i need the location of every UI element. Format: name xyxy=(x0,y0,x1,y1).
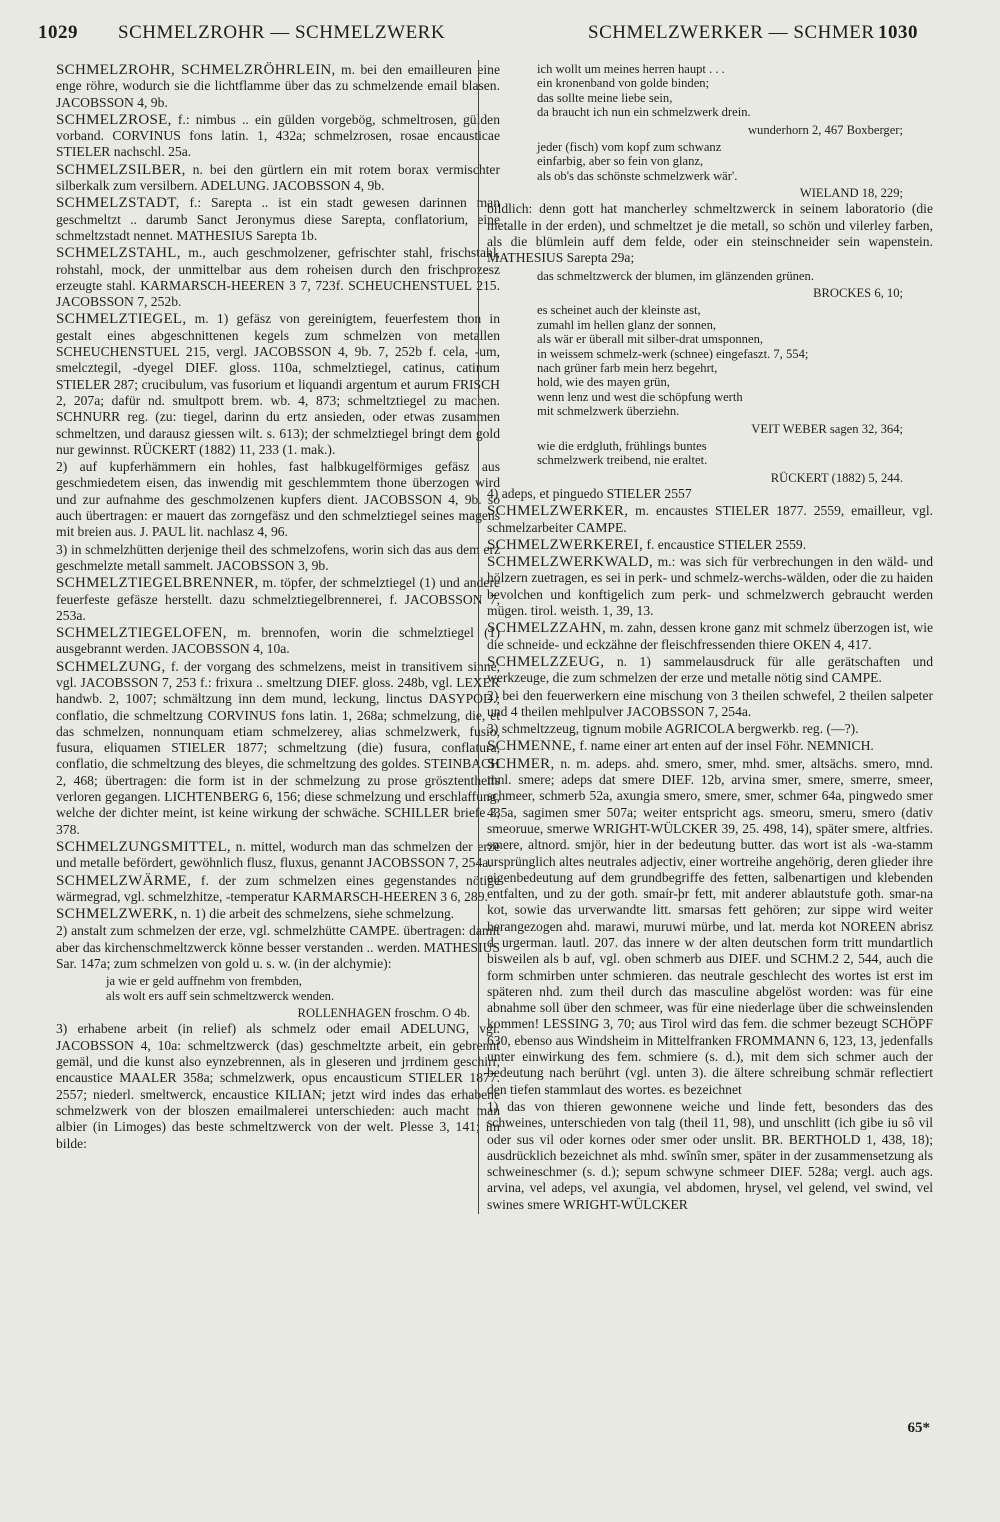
quote-line: als wär er überall mit silber-drat umsponnen, xyxy=(537,332,764,347)
entry-headword: SCHMELZROHR, SCHMELZRÖHRLEIN, xyxy=(56,62,336,78)
quote-line: jeder (fisch) vom kopf zum schwanz xyxy=(537,139,722,154)
entry-headword: SCHMELZUNG, xyxy=(56,658,166,675)
dictionary-entry xyxy=(56,906,500,922)
entry-headword: SCHMELZTIEGELBRENNER, xyxy=(56,575,259,592)
dictionary-entry xyxy=(487,756,933,1098)
dictionary-entry xyxy=(56,575,500,624)
quote-line: ja wie er geld auffnehm von frembden, xyxy=(106,974,302,989)
entry-text: m. zahn, dessen krone ganz mit schmelz überzogen ist, wie die schneide- und eckzähne der fleischfressenden thiere OKEN 4, 417. xyxy=(487,620,933,652)
entry-text: f. encaustice STIELER 2559. xyxy=(643,536,807,552)
dictionary-entry xyxy=(487,486,933,502)
entry-text: n. bei den gürtlern ein mit rotem borax vermischter silberkalk zum versilbern. ADELUNG. JACOBSSON 4, 9b. xyxy=(56,161,500,194)
right-running-title: SCHMELZWERKER — SCHMER xyxy=(588,22,875,43)
entry-text: m. bei den emailleuren eine enge röhre, wodurch sie die lichtflamme über das zu schmelzende email blasen. JACOBSSON 4, 9b. xyxy=(56,62,501,110)
quote-line: zumahl im hellen glanz der sonnen, xyxy=(537,317,717,332)
entry-headword: SCHMELZTIEGELOFEN, xyxy=(56,625,227,642)
entry-text: 4) adeps, et pinguedo STIELER 2557 xyxy=(487,485,692,501)
quote-source: BROCKES 6, 10; xyxy=(813,286,903,301)
entry-text: f.: nimbus .. ein gülden vorgebög, schmeltrosen, gülden vorband. CORVINUS fons latin. 1, 432a; schmelzrosen, rosae encausticae STIELER nachschl. 25a. xyxy=(56,111,500,160)
quote-line: als ob's das schönste schmelzwerk wär'. xyxy=(537,168,738,183)
dictionary-entry xyxy=(56,873,500,906)
quote-line: das schmeltzwerck der blumen, im glänzenden grünen. xyxy=(537,268,814,283)
entry-text: n. 1) die arbeit des schmelzens, siehe schmelzung. xyxy=(177,906,455,922)
dictionary-entry xyxy=(487,503,933,536)
entry-headword: SCHMELZWERKER, xyxy=(487,503,629,520)
entry-text: 2) bei den feuerwerkern eine mischung von 3 theilen schwefel, 2 theilen salpeter und 4 theilen mehlpulver JACOBSSON 7, 254a. xyxy=(487,687,933,719)
quote-line: einfarbig, aber so fein von glanz, xyxy=(537,154,704,169)
entry-text: n. mittel, wodurch man das schmelzen der erze und metalle befördert, gewöhnlich flusz, fluxus, genannt JACOBSSON 7, 254a. xyxy=(56,838,500,871)
quote-line: mit schmelzwerk überziehn. xyxy=(537,404,680,419)
entry-headword: SCHMER, xyxy=(487,755,555,772)
quote-block xyxy=(537,62,933,120)
dictionary-entry xyxy=(56,311,500,458)
entry-headword: SCHMELZROSE, xyxy=(56,111,172,128)
left-column xyxy=(56,62,500,1152)
quote-line: in weissem schmelz-werk (schnee) eingefaszt. 7, 554; xyxy=(537,346,809,361)
entry-text: m., auch geschmolzener, gefrischter stahl, frischstahl, rohstahl, mock, der unmittelbar aus dem roheisen durch den frischprozesz erzeugte stahl. KARMARSCH-HEEREN 3 7, 723f. SCHEUCHENSTUEL 215. JACOBSSON 7, 252b. xyxy=(56,245,500,310)
dictionary-entry xyxy=(487,721,933,737)
quote-line: ein kronenband von golde binden; xyxy=(537,76,710,91)
dictionary-entry xyxy=(56,542,500,575)
quote-line: ich wollt um meines herren haupt . . . xyxy=(537,62,725,76)
dictionary-entry xyxy=(487,537,933,553)
left-quote xyxy=(106,974,500,1003)
entry-text: m. brennofen, worin die schmelztiegel (1) ausgebrannt werden. JACOBSSON 4, 10a. xyxy=(56,625,500,657)
entry-text: 2) auf kupferhämmern ein hohles, fast halbkugelförmiges gefäsz aus geschmiedetem eisen, das inwendig mit geschlemmtem thone überzogen wird und zur aufnahme des geschmolzenen kupfers dient. JACOBSSON 4, 9b. so auch übertragen: er mauert das zorngefäsz und den schmelztiegel seines magens mit breien aus. J. PAUL lit. nachlasz 4, 96. xyxy=(56,459,500,540)
entry-headword: SCHMELZWÄRME, xyxy=(56,872,192,889)
entry-text: m. töpfer, der schmelztiegel (1) und andere feuerfeste gefäsze herstellt. dazu schmelztiegelbrennerei, f. JACOBSSON 7, 253a. xyxy=(56,575,500,623)
quote-source: WIELAND 18, 229; xyxy=(799,186,903,201)
dictionary-entry xyxy=(487,554,933,619)
dictionary-entry xyxy=(56,923,500,972)
dictionary-entry xyxy=(56,162,500,195)
entry-headword: SCHMELZTIEGEL, xyxy=(56,311,187,328)
left-page-number: 1029 xyxy=(38,22,78,43)
entry-text: m.: was sich für verbrechungen in den wäld- und hölzern zuetragen, es sei in perk- und schmelz-werchs-wälden, oder die zu haiden bevolchen und konftigelich zum perk- und schmelzwerch gebraucht werden mügen. tirol. weisth. 1, 39, 13. xyxy=(487,554,933,619)
dictionary-entry xyxy=(487,1099,933,1213)
dictionary-entry xyxy=(487,620,933,653)
quote-line: wie die erdgluth, frühlings buntes xyxy=(537,438,707,453)
entry-headword: SCHMELZWERK, xyxy=(56,906,178,923)
quote-line: wenn lenz und west die schöpfung werth xyxy=(537,389,743,404)
entry-text: 3) schmeltzzeug, tignum mobile AGRICOLA bergwerkb. reg. (—?). xyxy=(487,721,859,737)
entry-headword: SCHMELZWERKWALD, xyxy=(487,554,654,571)
entry-text: f. der zum schmelzen eines gegenstandes nötige wärmegrad, vgl. schmelzhitze, -temperatur KARMARSCH-HEEREN 3 6, 289. xyxy=(56,872,500,904)
right-page-number: 1030 xyxy=(878,22,918,43)
quote-block xyxy=(537,439,933,468)
entry-paragraph: 3) erhabene arbeit (in relief) als schmelz oder email ADELUNG, vgl. JACOBSSON 4, 10a: schmeltzwerck (das) geschmeltzte arbeit, ein gebrennt gemäl, und die kunst also eynzebrennen, als in gleseren und jrrdinem geschirr, encaustice MAALER 358a; schmelzwerk, opus encausticum STIELER 1877. 2557; niederl. smeltwerck, encaustice KILIAN; jetzt wird indes das erhabene schmelzwerk von der bloszen emailmalerei unterschieden: auch macht man albier (in Limoges) das beste schmeltzwerck von der welt. Plesse 3, 141; im bilde: xyxy=(56,1021,500,1151)
quote-source: RÜCKERT (1882) 5, 244. xyxy=(770,470,903,485)
dictionary-entry xyxy=(56,62,500,111)
quote-source: VEIT WEBER sagen 32, 364; xyxy=(751,421,903,436)
right-column xyxy=(478,60,933,1214)
quote-line: hold, wie des mayen grün, xyxy=(537,375,670,390)
entry-text: 3) in schmelzhütten derjenige theil des schmelzofens, worin sich das aus dem erz geschmelzte metall sammelt. JACOBSSON 3, 9b. xyxy=(56,541,500,573)
dictionary-entry xyxy=(56,659,500,838)
dictionary-entry xyxy=(56,625,500,658)
quote-source: ROLLENHAGEN froschm. O 4b. xyxy=(297,1006,470,1021)
quote-line: da braucht ich nun ein schmelzwerk drein. xyxy=(537,105,751,120)
dictionary-entry xyxy=(56,839,500,872)
dictionary-entry xyxy=(56,112,500,161)
quote-source: wunderhorn 2, 467 Boxberger; xyxy=(747,122,903,137)
entry-text: 2) anstalt zum schmelzen der erze, vgl. schmelzhütte CAMPE. übertragen: damit aber das kirchenschmeltzwerck könne besser verstanden .. werden. MATHESIUS Sar. 147a; zum schmelzen von gold u. s. w. (in der alchymie): xyxy=(56,923,500,972)
entry-text: m. 1) gefäsz von gereinigtem, feuerfestem thon in gestalt eines abgeschnittenen kegels zum schmelzen von metallen SCHEUCHENSTUEL 215, vergl. JACOBSSON 4, 9b. 7, 252b f. cela, -um, smelcztegil, -dyegel DIEF. gloss. 110a, schmelztiegel, catinus, catinum STIELER 287; crucibulum, vas fusorium et liquandi argentum et aurum FRISCH 2, 207a; dafür nd. smultpott brem. wb. 4, 873; schmeltztiegel zu machen. SCHNURR reg. (zu: tiegel, darinn du ertz ansieden, oder etwas zusammen schmeltzen, und darausz giessen wilt. s. 613); der schmelztiegel bringt dem gold nur gewinnst. RÜCKERT (1882) 11, 233 (1. mak.). xyxy=(56,311,500,457)
quote-line: als wolt ers auff sein schmeltzwerck wenden. xyxy=(106,988,335,1003)
quote-block xyxy=(537,140,933,183)
entry-headword: SCHMELZZEUG, xyxy=(487,653,605,670)
quote-block xyxy=(537,269,933,283)
quote-line: das sollte meine liebe sein, xyxy=(537,90,673,105)
entry-text: f. der vorgang des schmelzens, meist in transitivem sinne, vgl. JACOBSSON 7, 253 f.: frixura .. smeltzung DIEF. gloss. 248b, vgl. LEXER handwb. 2, 1007; schmältzung inn dem mund, leckung, linctus DASYPOD.; conflatio, die schmeltzung CORVINUS fons latin. 1, 268a; schmelzung, die, et das schmelzen, nonnunquam etiam schmelzerey, alias schmelzwerk, fusio, fusura, eliquamen STIELER 1877; schmeltzung (die) fusura, conflatura, conflatio, die schmeltzung des bleyes, die schmeltzung des goldes. STEINBACH 2, 468; übertragen: die form ist in der schmelzung zu prose grösztentheils verloren gegangen. LICHTENBERG 6, 156; diese schmelzung und erschlaffung, welche der dichter meint, ist keine wirkung der schwäche. SCHILLER briefe 3, 378. xyxy=(56,658,500,837)
entry-text: 1) das von thieren gewonnene weiche und linde fett, besonders das des schweines, unterschieden von talg (theil 11, 98), und unschlitt (ich gibe iu sô vil oder sus vil oder kornes oder smer oder unslit. BR. BERTHOLD 1, 438, 18); ausdrücklich bezeichnet als mhd. swînîn smer, später in der zusammensetzung als schweineschmer (s. d.); sepum schwyne schmeer DIEF. 528a; vergl. auch ags. arvina, vel adeps, vel axungia, vel abdomen, hrysel, vel gelend, vel swind, vel swines smere WRIGHT-WÜLCKER xyxy=(487,1098,933,1212)
entry-text: m. encaustes STIELER 1877. 2559, emailleur, vgl. schmelzarbeiter CAMPE. xyxy=(487,503,933,535)
quote-block xyxy=(537,303,933,418)
entry-paragraph: bildlich: denn gott hat mancherley schmeltzwerck in seinem laboratorio (die metalle in der erden), und schmeltzet je die metall, so schön und vilerley farben, als die blümlein auff dem felde, oder ein steinschneider sein wapenstein. MATHESIUS Sarepta 29a; xyxy=(487,201,933,266)
dictionary-entry xyxy=(487,654,933,687)
entry-headword: SCHMELZSTAHL, xyxy=(56,245,181,262)
dictionary-entry xyxy=(56,459,500,540)
entry-headword: SCHMELZUNGSMITTEL, xyxy=(56,838,231,855)
entry-text: n. 1) sammelausdruck für alle gerätschaften und werkzeuge, die zum schmelzen der erze und metalle nötig sind CAMPE. xyxy=(487,653,933,686)
left-running-title: SCHMELZROHR — SCHMELZWERK xyxy=(118,22,446,43)
entry-headword: SCHMELZSTADT, xyxy=(56,195,180,212)
entry-text: f. name einer art enten auf der insel Föhr. NEMNICH. xyxy=(575,738,874,754)
entry-text: f.: Sarepta .. ist ein stadt gewesen darinnen man geschmeltzt .. darumb Sanct Jeronymus diese Sarepta, conflatorium, eine schmeltzstadt nennet. MATHESIUS Sarepta 1b. xyxy=(56,195,500,243)
dictionary-entry xyxy=(56,245,500,310)
dictionary-entry xyxy=(487,688,933,721)
dictionary-entry xyxy=(56,195,500,244)
entry-headword: SCHMELZSILBER, xyxy=(56,161,186,178)
quote-line: es scheinet auch der kleinste ast, xyxy=(537,303,701,318)
entry-text: n. m. adeps. ahd. smero, smer, mhd. smer, altsächs. smero, mnd. mnl. smere; adeps dat smere DIEF. 12b, arvina smer, smere, smerre, smeer, schmeer, schmerb 52a, axungia smero, smere, smer, schmer 64a, pingwedo smer 435a, sagimen smer 507a; weiter entspricht ags. smeoru, smeru, smero (dativ smeoruue, smerwe WRIGHT-WÜLCKER 39, 25. 498, 14), später smere, altfries. smere, altnord. smjör, hier in der bedeutung butter. das wort ist als -wa-stamm ursprünglich altes neutrales adjectiv, einer wortreihe angehörig, deren glieder ihre eigenbedeutung auf dem grundbegriffe des fetten, salbenartigen und klebenden entfalten, und zu der goth. smaír-þr fett, mit anderer ablautstufe goth. smar-na kot, sowie das urverwandte litt. smarsas fett gehören; zur sippe wird weiter herangezogen ahd. marawi, muruwi mürbe, und lat. merda kot NOREEN abrisz d. urgerman. lautl. 207. das innere w der alten deutschen form tritt mundartlich bisweilen als b auf, vgl. oben schmerb aus DIEF. und SCHM.2 2, 544, auch die form schmirben unter schmieren. das neutrale geschlecht des wortes ist erst im späteren nhd. zum theil durch das masculine abgelöst worden: was für eine abnahme soll über den schmeer, was für eine niederlage über die schweinslenden kommen! LESSING 3, 70; aus Tirol wird das fem. die schmer bezeugt SCHÖPF 630, ebenso aus Windsheim in Mittelfranken FROMMANN 6, 123, 13, jedenfalls unter einwirkung des fem. schmiere (s. d.), mit dem sich schmer auch der bedeutung nach berührt (vgl. unten 3). die ältere schreibung schmär reflectiert den tiefen stammlaut des wortes. es bezeichnet xyxy=(487,755,933,1097)
quote-line: schmelzwerk treibend, nie eraltet. xyxy=(537,453,708,468)
dictionary-entry xyxy=(487,738,933,754)
quote-line: nach grüner farb mein herz begehrt, xyxy=(537,360,718,375)
entry-headword: SCHMELZWERKEREI, xyxy=(487,536,644,553)
entry-headword: SCHMENNE, xyxy=(487,738,576,755)
signature-mark: 65* xyxy=(907,1420,930,1436)
entry-headword: SCHMELZZAHN, xyxy=(487,620,607,637)
